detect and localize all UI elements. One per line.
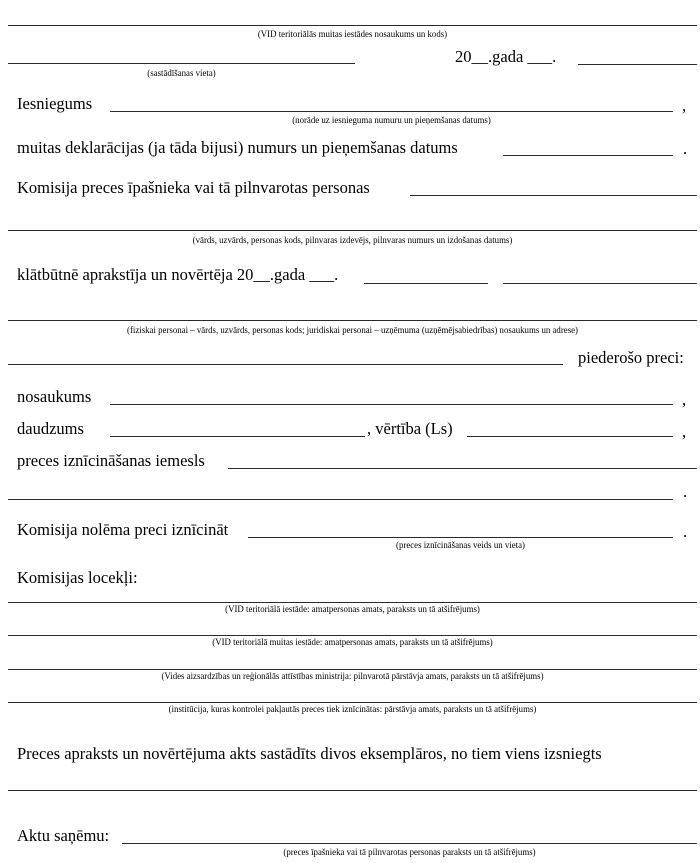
quantity-field[interactable] (110, 436, 365, 437)
value-comma: , (682, 422, 687, 441)
name-label: nosaukums (17, 387, 92, 406)
presence-extra-field[interactable] (503, 283, 697, 284)
copies-text: Preces apraksts un novērtējuma akts sastādīts divos eksemplāros, no tiem viens izsniegts (17, 744, 602, 763)
value-field[interactable] (467, 436, 673, 437)
owner-caption: (fiziskai personai – vārds, uzvārds, personas kods; juridiskai personai – uzņēmuma (uzņēmējsabiedrības) nosaukums un adrese) (126, 325, 579, 336)
received-label: Aktu saņēmu: (17, 826, 110, 845)
member-caption-1: (VID teritoriālā iestāde: amatpersonas amats, paraksts un tā atšifrējums) (225, 604, 480, 615)
authorized-person-field[interactable] (410, 195, 697, 196)
date-label: 20__.gada ___. (455, 47, 557, 66)
authorized-caption: (vārds, uzvārds, personas kods, pilnvaras izdevējs, pilnvaras numurs un izdošanas datums) (192, 235, 513, 246)
presence-date-field[interactable] (364, 283, 488, 284)
reason-field-2[interactable] (8, 499, 673, 500)
decision-caption: (preces iznīcināšanas veids un vieta) (396, 540, 525, 551)
reason-period: . (683, 482, 688, 501)
place-caption: (sastādīšanas vieta) (147, 68, 216, 79)
owner-field-2[interactable] (8, 364, 563, 365)
presence-label: klātbūtnē aprakstīja un novērtēja 20__.gada ___. (17, 265, 339, 284)
vid-office-caption: (VID teritoriālās muitas iestādes nosaukums un kods) (257, 29, 448, 40)
member-caption-4: (institūcija, kuras kontrolei pakļautās preces tiek iznīcinātas: pārstāvja amats, paraksts un tā atšifrējums) (168, 704, 537, 715)
members-label: Komisijas locekļi: (17, 568, 138, 587)
member-signature-field-4[interactable] (8, 702, 697, 703)
declaration-period: . (683, 139, 688, 158)
declaration-label: muitas deklarācijas (ja tāda bijusi) numurs un pieņemšanas datums (17, 138, 458, 157)
member-caption-3: (Vides aizsardzības un reģionālās attīstības ministrija: pilnvarotā pārstāvja amats, paraksts un tā atšifrējums) (161, 671, 544, 682)
member-signature-field-2[interactable] (8, 635, 697, 636)
received-caption: (preces īpašnieka vai tā pilnvarotas personas paraksts un tā atšifrējums) (283, 847, 536, 858)
submission-comma: , (682, 96, 687, 115)
name-comma: , (682, 390, 687, 409)
owner-field[interactable] (8, 320, 697, 321)
decision-field[interactable] (248, 537, 673, 538)
copies-recipient-field[interactable] (8, 790, 697, 791)
received-signature-field[interactable] (122, 843, 697, 844)
value-label: , vērtība (Ls) (367, 419, 453, 438)
submission-caption: (norāde uz iesnieguma numuru un pieņemšanas datums) (292, 115, 491, 126)
submission-field[interactable] (110, 111, 673, 112)
member-caption-2: (VID teritoriālā muitas iestāde: amatpersonas amats, paraksts un tā atšifrējums) (212, 637, 493, 648)
belonging-goods-label: piederošo preci: (578, 348, 684, 367)
date-month-field[interactable] (578, 64, 697, 65)
place-field[interactable] (8, 63, 355, 64)
member-signature-field-1[interactable] (8, 602, 697, 603)
decision-label: Komisija nolēma preci iznīcināt (17, 520, 229, 539)
commission-label: Komisija preces īpašnieka vai tā pilnvarotas personas (17, 178, 370, 197)
decision-period: . (683, 522, 688, 541)
name-field[interactable] (110, 404, 673, 405)
submission-label: Iesniegums (17, 94, 93, 113)
declaration-field[interactable] (503, 155, 673, 156)
quantity-label: daudzums (17, 419, 84, 438)
member-signature-field-3[interactable] (8, 669, 697, 670)
authorized-person-field-2[interactable] (8, 230, 697, 231)
reason-field[interactable] (228, 468, 697, 469)
reason-label: preces iznīcināšanas iemesls (17, 451, 205, 470)
